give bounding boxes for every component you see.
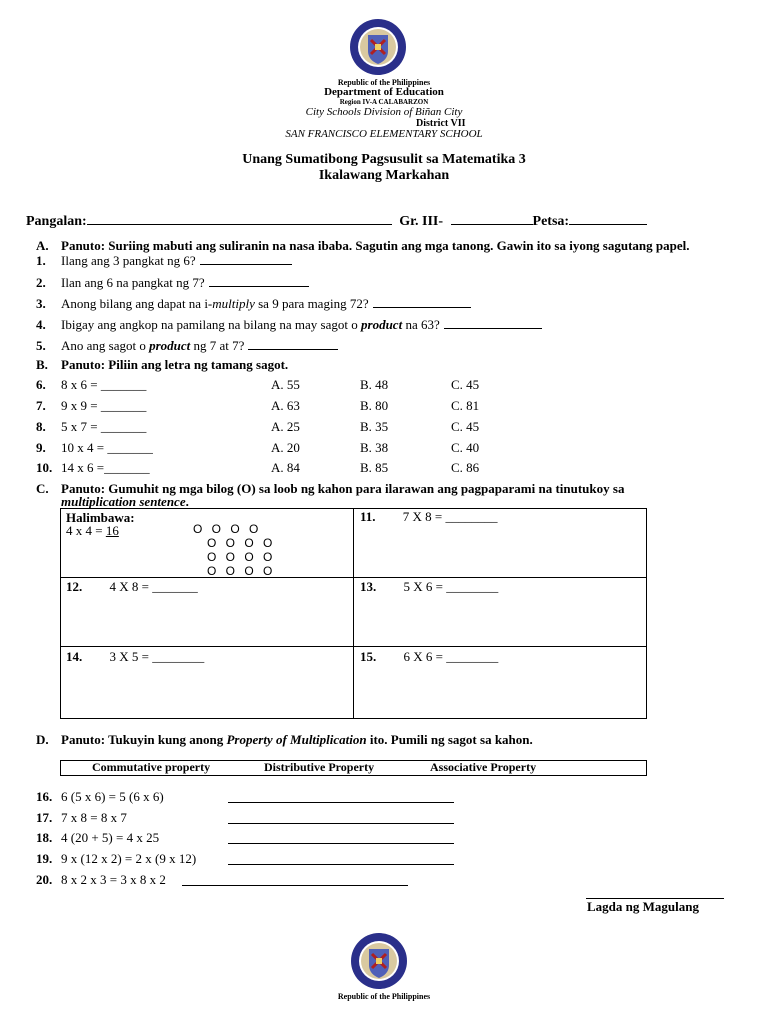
item-number: 12.	[66, 579, 83, 594]
name-label: Pangalan:	[26, 214, 87, 229]
answer-blank[interactable]	[182, 885, 408, 886]
choice-a[interactable]: A. 84	[271, 460, 300, 475]
choice-c[interactable]: C. 81	[451, 398, 480, 413]
answer-blank[interactable]	[228, 864, 454, 865]
item-number: 19.	[36, 851, 53, 866]
choice-distributive: Distributive Property	[264, 760, 375, 774]
example-eq-text: 4 x 4 =	[66, 523, 106, 538]
item-number: 11.	[360, 509, 376, 524]
question-text-end: na 63?	[402, 317, 440, 332]
question-item	[36, 336, 338, 354]
section-c-instructions-line1: Panuto: Gumuhit ng mga bilog (O) sa loob ng kahon para ilarawan ang pagpaparami na tinutukoy sa	[61, 481, 625, 496]
choice-a[interactable]: A. 20	[271, 440, 300, 455]
property-equation: 9 x (12 x 2) = 2 x (9 x 12)	[61, 851, 197, 866]
question-emphasis: multiply	[212, 296, 255, 311]
question-text: Ilang ang 3 pangkat ng 6?	[61, 253, 196, 268]
section-d-instructions-em: Property of Multiplication	[226, 732, 367, 747]
choice-c[interactable]: C. 45	[451, 377, 480, 392]
item-number: 1.	[36, 253, 46, 268]
question-equation: 8 x 6 = _______	[61, 377, 147, 392]
question-text-end: sa 9 para maging 72?	[254, 296, 369, 311]
question-equation: 9 x 9 = _______	[61, 398, 147, 413]
choice-b[interactable]: B. 35	[360, 419, 389, 434]
section-a-letter: A.	[36, 238, 49, 253]
question-item	[36, 273, 309, 291]
item-number: 7.	[36, 398, 46, 413]
question-item	[36, 315, 542, 333]
section-d-instructions-post: ito. Pumili ng sagot sa kahon.	[366, 732, 533, 747]
property-equation: 6 (5 x 6) = 5 (6 x 6)	[61, 789, 164, 804]
item-number: 3.	[36, 296, 46, 311]
choice-a[interactable]: A. 25	[271, 419, 300, 434]
section-b-letter: B.	[36, 357, 48, 372]
item-number: 10.	[36, 460, 53, 475]
question-equation: 14 x 6 =_______	[61, 460, 150, 475]
choice-b[interactable]: B. 48	[360, 377, 389, 392]
choice-a[interactable]: A. 63	[271, 398, 300, 413]
deped-seal-footer-icon	[350, 932, 408, 990]
footer-republic: Republic of the Philippines	[337, 992, 431, 1001]
item-number: 16.	[36, 789, 53, 804]
page-subtitle: Ikalawang Markahan	[318, 168, 450, 183]
name-field[interactable]	[87, 211, 392, 225]
item-number: 5.	[36, 338, 46, 353]
example-circles-row-3: O O O O	[207, 550, 276, 564]
question-text: Ano ang sagot o	[61, 338, 150, 353]
header-fields	[26, 211, 647, 230]
property-equation: 7 x 8 = 8 x 7	[61, 810, 127, 825]
item-number: 13.	[360, 579, 377, 594]
deped-seal-icon	[349, 18, 407, 76]
item-number: 18.	[36, 830, 53, 845]
answer-blank[interactable]	[228, 823, 454, 824]
item-number: 4.	[36, 317, 46, 332]
example-answer: 16	[105, 523, 119, 538]
example-circles-row-4: O O O O	[207, 564, 276, 578]
section-d-instructions-pre: Panuto: Tukuyin kung anong	[61, 732, 227, 747]
question-item	[36, 251, 292, 269]
date-field[interactable]	[569, 211, 647, 225]
grid-row-divider-1	[60, 577, 647, 578]
answer-blank[interactable]	[248, 336, 338, 350]
item-number: 6.	[36, 377, 46, 392]
item-number: 9.	[36, 440, 46, 455]
item-number: 8.	[36, 419, 46, 434]
answer-blank[interactable]	[373, 294, 471, 308]
item-equation: 5 X 6 = ________	[403, 579, 499, 594]
example-circles-row-2: O O O O	[207, 536, 276, 550]
item-number: 15.	[360, 649, 377, 664]
question-emphasis: product	[361, 317, 403, 332]
grid-cell-14[interactable]	[66, 649, 204, 665]
question-text: Anong bilang ang dapat na i-	[61, 296, 213, 311]
answer-blank[interactable]	[228, 843, 454, 844]
question-emphasis: product	[149, 338, 191, 353]
item-number: 2.	[36, 275, 46, 290]
grade-label: Gr. III-	[399, 214, 444, 229]
section-b-instructions: Panuto: Piliin ang letra ng tamang sagot.	[61, 357, 289, 372]
signature-label: Lagda ng Magulang	[587, 899, 699, 914]
item-number: 20.	[36, 872, 53, 887]
question-equation: 5 x 7 = _______	[61, 419, 147, 434]
answer-blank[interactable]	[228, 802, 454, 803]
page-title: Unang Sumatibong Pagsusulit sa Matematika 3	[242, 152, 526, 167]
property-equation: 4 (20 + 5) = 4 x 25	[61, 830, 160, 845]
date-label: Petsa:	[532, 214, 570, 229]
letterhead-school: SAN FRANCISCO ELEMENTARY SCHOOL	[285, 128, 483, 140]
answer-blank[interactable]	[209, 273, 309, 287]
letterhead-division: City Schools Division of Biñan City	[305, 106, 463, 118]
letterhead-district: District VII	[416, 118, 466, 129]
section-d-letter: D.	[36, 732, 49, 747]
choice-a[interactable]: A. 55	[271, 377, 300, 392]
choice-commutative: Commutative property	[92, 760, 211, 774]
choice-c[interactable]: C. 86	[451, 460, 480, 475]
letterhead-republic: Republic of the Philippines	[337, 78, 431, 87]
choice-b[interactable]: B. 38	[360, 440, 389, 455]
grid-cell-15[interactable]	[360, 649, 498, 665]
grid-row-divider-2	[60, 646, 647, 647]
question-text-end: ng 7 at 7?	[190, 338, 245, 353]
section-c-letter: C.	[36, 481, 49, 496]
letterhead-department: Department of Education	[324, 86, 444, 98]
section-a-instructions: Panuto: Suriing mabuti ang suliranin na nasa ibaba. Sagutin ang mga tanong. Gawin ito sa iyong sagutang papel.	[61, 238, 690, 253]
answer-blank[interactable]	[444, 315, 542, 329]
grid-cell-13[interactable]	[360, 579, 498, 595]
choice-b[interactable]: B. 80	[360, 398, 389, 413]
choice-associative: Associative Property	[430, 760, 537, 774]
section-c-period: .	[185, 494, 189, 509]
question-text: Ibigay ang angkop na pamilang na bilang na may sagot o	[61, 317, 362, 332]
example-circles-row-1: O O O O	[193, 522, 262, 536]
answer-blank[interactable]	[200, 251, 292, 265]
example-label: Halimbawa:	[66, 510, 135, 525]
grid-cell-12[interactable]	[66, 579, 198, 595]
item-equation: 7 X 8 = ________	[402, 509, 498, 524]
grid-vertical-divider	[353, 508, 354, 719]
example-equation	[66, 523, 119, 539]
property-equation: 8 x 2 x 3 = 3 x 8 x 2	[61, 872, 166, 887]
choice-b[interactable]: B. 85	[360, 460, 389, 475]
item-number: 17.	[36, 810, 53, 825]
question-equation: 10 x 4 = _______	[61, 440, 153, 455]
grid-cell-11[interactable]	[360, 509, 498, 525]
grade-field[interactable]	[451, 211, 533, 225]
letterhead-region: Region IV-A CALABARZON	[339, 98, 429, 106]
choice-c[interactable]: C. 45	[451, 419, 480, 434]
item-equation: 4 X 8 = _______	[109, 579, 198, 594]
item-number: 14.	[66, 649, 83, 664]
item-equation: 6 X 6 = ________	[403, 649, 499, 664]
choice-c[interactable]: C. 40	[451, 440, 480, 455]
question-text: Ilan ang 6 na pangkat ng 7?	[61, 275, 205, 290]
question-item	[36, 294, 471, 312]
section-c-sentence-term: multiplication sentence	[61, 494, 186, 509]
section-d-instructions	[61, 732, 533, 748]
item-equation: 3 X 5 = ________	[109, 649, 205, 664]
